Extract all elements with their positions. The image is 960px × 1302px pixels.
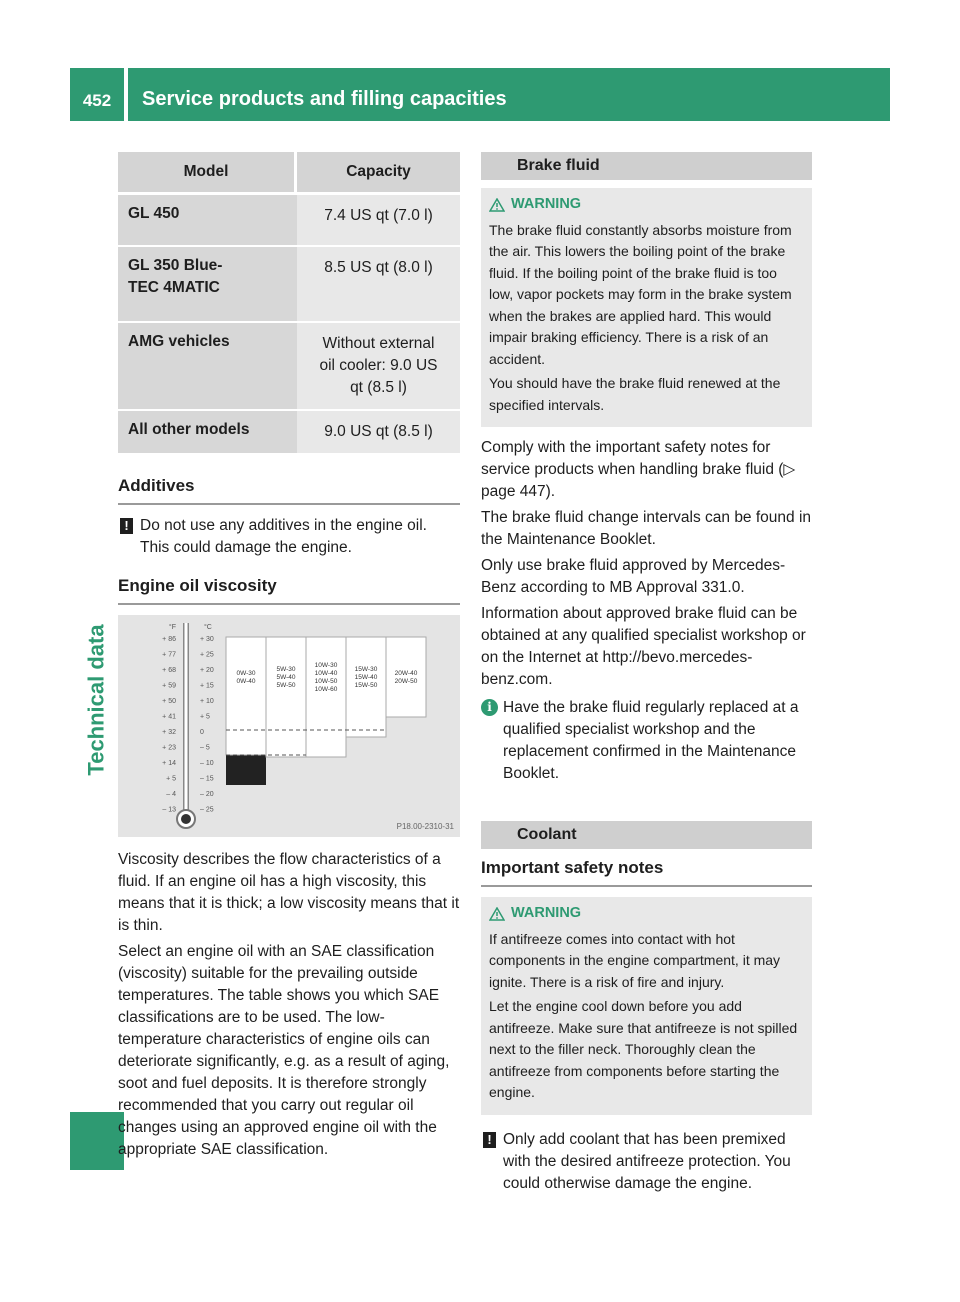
- exclamation-icon: !: [120, 518, 133, 534]
- brake-fluid-heading: Brake fluid: [481, 152, 812, 180]
- temp-f-label: – 13: [162, 806, 176, 814]
- right-column: [481, 152, 812, 1195]
- table-header-model: Model: [118, 152, 297, 195]
- table-cell-capacity: Without external oil cooler: 9.0 US qt (8.5 l): [297, 323, 460, 411]
- temp-c-label: – 5: [200, 744, 210, 752]
- warning-title-text: WARNING: [511, 196, 582, 212]
- side-tab-text: Technical data: [84, 624, 110, 776]
- warning-text: Let the engine cool down before you add antifreeze. Make sure that antifreeze is not spilled next to the filler neck. Thoroughly clean the antifreeze from components before starting the engine.: [489, 998, 798, 1100]
- temp-c-label: + 20: [200, 667, 214, 674]
- sae-grade-label: 5W-30: [276, 666, 296, 673]
- exclamation-icon: !: [483, 1132, 496, 1148]
- warning-triangle-icon: [489, 198, 505, 212]
- additives-heading: Additives: [118, 475, 460, 505]
- table-row: [118, 247, 460, 323]
- viscosity-diagram: [118, 615, 460, 837]
- celsius-scale: [200, 636, 214, 814]
- table-cell-capacity: 7.4 US qt (7.0 l): [297, 195, 460, 247]
- viscosity-heading: Engine oil viscosity: [118, 575, 460, 605]
- temp-c-label: – 25: [200, 806, 214, 814]
- brake-fluid-warning: [481, 188, 812, 427]
- fahrenheit-scale: [162, 636, 176, 814]
- warning-title-text: WARNING: [511, 905, 582, 921]
- sae-grade-label: 0W-40: [236, 678, 256, 685]
- sae-grade-label: 10W-60: [314, 686, 338, 693]
- page-title: Service products and filling capacities: [128, 68, 890, 121]
- temp-f-label: + 68: [162, 667, 176, 674]
- table-row: [118, 323, 460, 411]
- temp-c-label: + 10: [200, 698, 214, 705]
- side-tab-marker: [70, 1112, 124, 1170]
- table-cell-model: GL 350 Blue- TEC 4MATIC: [118, 247, 297, 323]
- warning-text: If antifreeze comes into contact with hot components in the engine compartment, it may ignite. There is a risk of fire and injury.: [489, 930, 781, 990]
- sae-grade-label: 10W-30: [314, 662, 338, 669]
- figure-code: P18.00-2310-31: [396, 822, 454, 831]
- temp-c-label: – 20: [200, 791, 214, 798]
- viscosity-paragraph-2: Select an engine oil with an SAE classification (viscosity) suitable for the prevailing outside temperatures. The table shows you which SAE classifications are to be used. The low-temperature characteristics of engine oils can deteriorate significantly, e.g. as a result of aging, soot and fuel deposits. It is therefore strongly recommended that you carry out regular oil changes using an approved engine oil with the appropriate SAE classification.: [118, 943, 450, 1158]
- table-row: [118, 411, 460, 455]
- table-cell-model: AMG vehicles: [118, 323, 297, 411]
- additives-note: [118, 515, 460, 559]
- temp-f-label: + 23: [162, 744, 176, 752]
- additives-note-text: Do not use any additives in the engine oil. This could damage the engine.: [140, 517, 427, 556]
- viscosity-paragraph-1: Viscosity describes the flow characteristics of a fluid. If an engine oil has a high viscosity, this means that it is thick; a low viscosity means that it is thin.: [118, 851, 460, 934]
- temp-f-label: + 50: [162, 698, 176, 705]
- viscosity-chart-svg: [118, 615, 460, 837]
- warning-text: The brake fluid constantly absorbs moisture from the air. This lowers the boiling point of the brake fluid. If the boiling point of the brake fluid is too low, vapor pockets may form in the brake system when the brakes are applied hard. This would impair braking efficiency. There is a risk of an accident.: [489, 221, 792, 367]
- sae-grade-label: 15W-40: [354, 674, 378, 681]
- capacity-table: [118, 152, 460, 455]
- temp-c-label: + 15: [200, 682, 214, 690]
- table-cell-model: All other models: [118, 411, 297, 455]
- page-number: 452: [70, 68, 124, 121]
- coolant-warning: [481, 897, 812, 1115]
- coolant-subheading: Important safety notes: [481, 857, 812, 887]
- table-header-row: [118, 152, 460, 195]
- coolant-note-text: Only add coolant that has been premixed with the desired antifreeze protection. You could otherwise damage the engine.: [503, 1130, 791, 1192]
- table-header-capacity: Capacity: [297, 152, 460, 195]
- temp-c-label: + 5: [200, 713, 210, 721]
- sae-grade-label: 20W-50: [394, 678, 418, 685]
- temp-c-label: + 30: [200, 636, 214, 643]
- brake-fluid-paragraph: Information about approved brake fluid can be obtained at any qualified specialist workshop or on the Internet at http://bevo.mercedes-benz.com.: [481, 605, 806, 688]
- temp-c-label: – 15: [200, 775, 214, 783]
- coolant-note: [481, 1129, 812, 1195]
- coolant-heading: Coolant: [481, 821, 812, 849]
- brake-fluid-paragraph: The brake fluid change intervals can be found in the Maintenance Booklet.: [481, 509, 812, 548]
- warning-title: [489, 903, 804, 925]
- temp-c-label: 0: [200, 729, 204, 736]
- temp-f-label: + 5: [166, 775, 176, 783]
- brake-fluid-info: [481, 697, 812, 785]
- sae-grade-label: 15W-50: [354, 682, 378, 689]
- sae-grade-label: 15W-30: [354, 666, 378, 673]
- temp-c-label: + 25: [200, 651, 214, 659]
- table-cell-capacity: 9.0 US qt (8.5 l): [297, 411, 460, 455]
- warning-title: [489, 194, 804, 216]
- sae-grade-label: 10W-50: [314, 678, 338, 685]
- warning-triangle-icon: [489, 907, 505, 921]
- table-row: [118, 195, 460, 247]
- table-cell-model: GL 450: [118, 195, 297, 247]
- unit-f-label: °F: [168, 624, 176, 631]
- sae-grade-label: 0W-30: [236, 670, 256, 677]
- info-text: Have the brake fluid regularly replaced at a qualified specialist workshop and the replacement confirmed in the Maintenance Booklet.: [503, 699, 799, 782]
- temp-f-label: + 32: [162, 729, 176, 736]
- sae-grade-label: 20W-40: [394, 670, 418, 677]
- info-icon: i: [481, 699, 498, 716]
- brake-fluid-paragraph: Comply with the important safety notes for service products when handling brake fluid (▷ page 447).: [481, 439, 796, 500]
- side-tab-label: [70, 560, 124, 840]
- temp-f-label: + 77: [162, 651, 176, 659]
- temp-f-label: + 14: [162, 760, 176, 767]
- temp-f-label: – 4: [166, 791, 176, 798]
- sae-grade-label: 5W-50: [276, 682, 296, 689]
- left-column: [118, 152, 460, 1165]
- temp-c-label: – 10: [200, 760, 214, 767]
- brake-fluid-paragraph: Only use brake fluid approved by Mercedes-Benz according to MB Approval 331.0.: [481, 557, 786, 596]
- table-cell-capacity: 8.5 US qt (8.0 l): [297, 247, 460, 323]
- unit-c-label: °C: [204, 624, 212, 631]
- temp-f-label: + 59: [162, 682, 176, 690]
- temp-f-label: + 41: [162, 713, 176, 721]
- sae-grade-label: 10W-40: [314, 670, 338, 677]
- temp-f-label: + 86: [162, 636, 176, 643]
- warning-text: You should have the brake fluid renewed at the specified intervals.: [489, 375, 781, 413]
- sae-grade-label: 5W-40: [276, 674, 296, 681]
